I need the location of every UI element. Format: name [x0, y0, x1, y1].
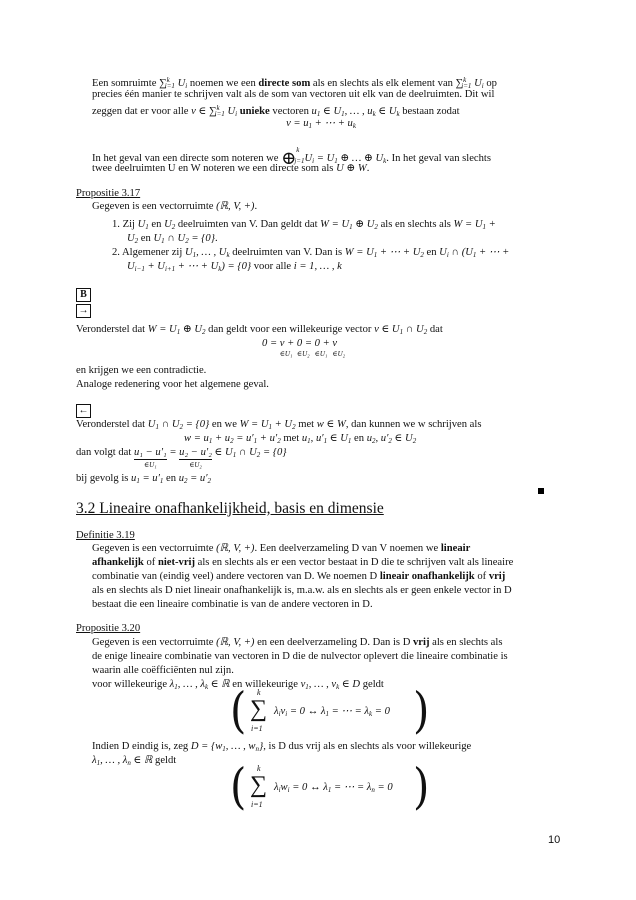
left-paren: ( — [230, 682, 247, 739]
proof-conclusion-line: bij gevolg is $u_1 = u'_1$ en $u_2 = u'_2$ — [76, 473, 212, 485]
proof-backward-line-1: Veronderstel dat $U_1$ ∩ $U_2 = \{0\}$ en we $W = U_1 + U_2$ met w ∈ W, dan kunnen we w schrijven als — [76, 419, 482, 431]
definitie-3-19-line-1: Gegeven is een vectorruimte (ℝ, V, +). Een deelverzameling D van V noemen we lineair — [92, 543, 471, 554]
unique-sum-equation: $v = u_1$ + ⋯ + $u_k$ — [286, 118, 356, 130]
left-arrow-icon: ← — [76, 404, 91, 418]
definitie-3-19-line-2: afhankelijk of niet-vrij als en slechts als er een vector bestaat in D die te schrijven valt als lineaire — [92, 557, 514, 568]
propositie-3-17-title: Propositie 3.17 — [76, 188, 141, 199]
page-number: 10 — [548, 834, 561, 846]
propositie-3-20-line-1: Gegeven is een vectorruimte (ℝ, V, +) en een deelverzameling D. Dan is D vrij als en slechts als — [92, 637, 503, 648]
proof-contradiction-text: en krijgen we een contradictie. — [76, 365, 207, 376]
directe-som-definition-line-2: precies één manier te schrijven valt als de som van vectoren uit elk van de deelruimten. Dit wil — [92, 89, 495, 100]
propositie-3-20-line-5: Indien D eindig is, zeg $D = \{w_1$, … , $w_n$}, is D dus vrij als en slechts als voor willekeurige — [92, 741, 472, 753]
propositie-3-20-title: Propositie 3.20 — [76, 623, 141, 634]
directe-som-definition-line-1: Een somruimte ∑$^k_{i=1}$ $U_i$ noemen we een directe som als en slechts als elk element van ∑$^k_{i=1}$ $U_i$ op — [92, 76, 497, 90]
proof-analog-text: Analoge redenering voor het algemene geval. — [76, 379, 269, 390]
propositie-3-17-item-1-cont: $U_2$ en $U_1$ ∩ $U_2 = \{0\}$. — [127, 233, 218, 245]
proof-forward-line-1: Veronderstel dat $W = U_1$ ⊕ $U_2$ dan geldt voor een willekeurige vector v ∈ $U_1$ ∩ $U_2$ dat — [76, 324, 443, 336]
propositie-3-20-line-2: de enige lineaire combinatie van vectoren in D die de nulvector oplevert die lineaire combinatie is — [92, 651, 508, 662]
definitie-3-19-title: Definitie 3.19 — [76, 530, 135, 541]
sigma-symbol: ∑ — [250, 696, 268, 722]
right-paren: ) — [413, 758, 430, 815]
directe-som-notation-line-1: In het geval van een directe som noteren we $\oplus^k_{j=1}U_i = U_1$ ⊕ … ⊕ $U_k$. In het geval van slechts — [92, 146, 491, 168]
propositie-3-20-line-4: voor willekeurige $\lambda_1$, … , $\lambda_k$ ∈ ℝ en willekeurige $v_1$, … , $v_k$ ∈ D geldt — [92, 679, 384, 691]
propositie-3-17-item-1: 1. Zij $U_1$ en $U_2$ deelruimten van V. Dan geldt dat $W = U_1$ ⊕ $U_2$ als en slechts als $W = U_1$ + — [112, 219, 496, 231]
propositie-3-17-intro: Gegeven is een vectorruimte (ℝ, V, +). — [92, 201, 258, 212]
directe-som-definition-line-3: zeggen dat er voor alle v ∈ ∑$^k_{i=1}$ $U_i$ unieke vectoren $u_1$ ∈ $U_1$, … , $u_k$ ∈ $U_k$ bestaan zodat — [92, 104, 460, 118]
sigma-symbol: ∑ — [250, 772, 268, 798]
propositie-3-17-item-2: 2. Algemener zij $U_1$, … , $U_k$ deelruimten van V. Dan is $W = U_1$ + ⋯ + $U_2$ en $U_i$ ∩ ($U_1$ + ⋯ + — [112, 247, 510, 259]
directe-som-notation-line-2: twee deelruimten U en W noteren we een directe som als U ⊕ W. — [92, 163, 370, 174]
contradiction-equation: 0 = v ∈U₁ + 0 ∈U₂ = 0 ∈U₁ + v ∈U₂ — [262, 338, 346, 358]
linear-independence-equation-1: ( k ∑ i=1 $\lambda_iv_i = 0$ ↔ $\lambda_1$ = ⋯ = $\lambda_k = 0$ ) — [230, 682, 430, 739]
linear-independence-equation-2: ( k ∑ i=1 $\lambda_iw_i = 0$ ↔ $\lambda_1$ = ⋯ = $\lambda_n = 0$ ) — [230, 758, 430, 815]
section-heading: 3.2 Lineaire onafhankelijkheid, basis en dimensie — [76, 500, 384, 517]
right-arrow-icon: → — [76, 304, 91, 318]
definitie-3-19-line-3: combinatie van (eindig veel) andere vectoren van D. We noemen D lineair onafhankelijk of vrij — [92, 571, 506, 582]
left-paren: ( — [230, 758, 247, 815]
propositie-3-20-line-6: $\lambda_1$, … , $\lambda_n$ ∈ ℝ geldt — [92, 755, 177, 767]
definitie-3-19-line-5: bestaat die een lineaire combinatie is van de andere vectoren in D. — [92, 599, 373, 610]
right-paren: ) — [413, 682, 430, 739]
proof-backward-line-2: dan volgt dat u₁ − u′₁ ∈U₁ = u₂ − u′₂ ∈U₂ ∈ $U_1$ ∩ $U_2 = \{0\}$ — [76, 447, 287, 469]
propositie-3-17-item-2-cont: $U_{i-1} + U_{i+1}$ + ⋯ + $U_k) = \{0\}$ voor alle i = 1, … , k — [127, 261, 342, 273]
propositie-3-20-line-3: waarin alle coëfficiënten nul zijn. — [92, 665, 234, 676]
definitie-3-19-line-4: als en slechts als D niet lineair onafhankelijk is, m.a.w. als en slechts als er geen enkele vector in D — [92, 585, 512, 596]
w-decomposition-equation: $w = u_1 + u_2 = u'_1 + u'_2$ met $u_1$, $u'_1$ ∈ $U_1$ en $u_2$, $u'_2$ ∈ $U_2$ — [184, 433, 417, 445]
proof-box-b: B — [76, 288, 91, 302]
qed-square-icon — [538, 488, 544, 494]
